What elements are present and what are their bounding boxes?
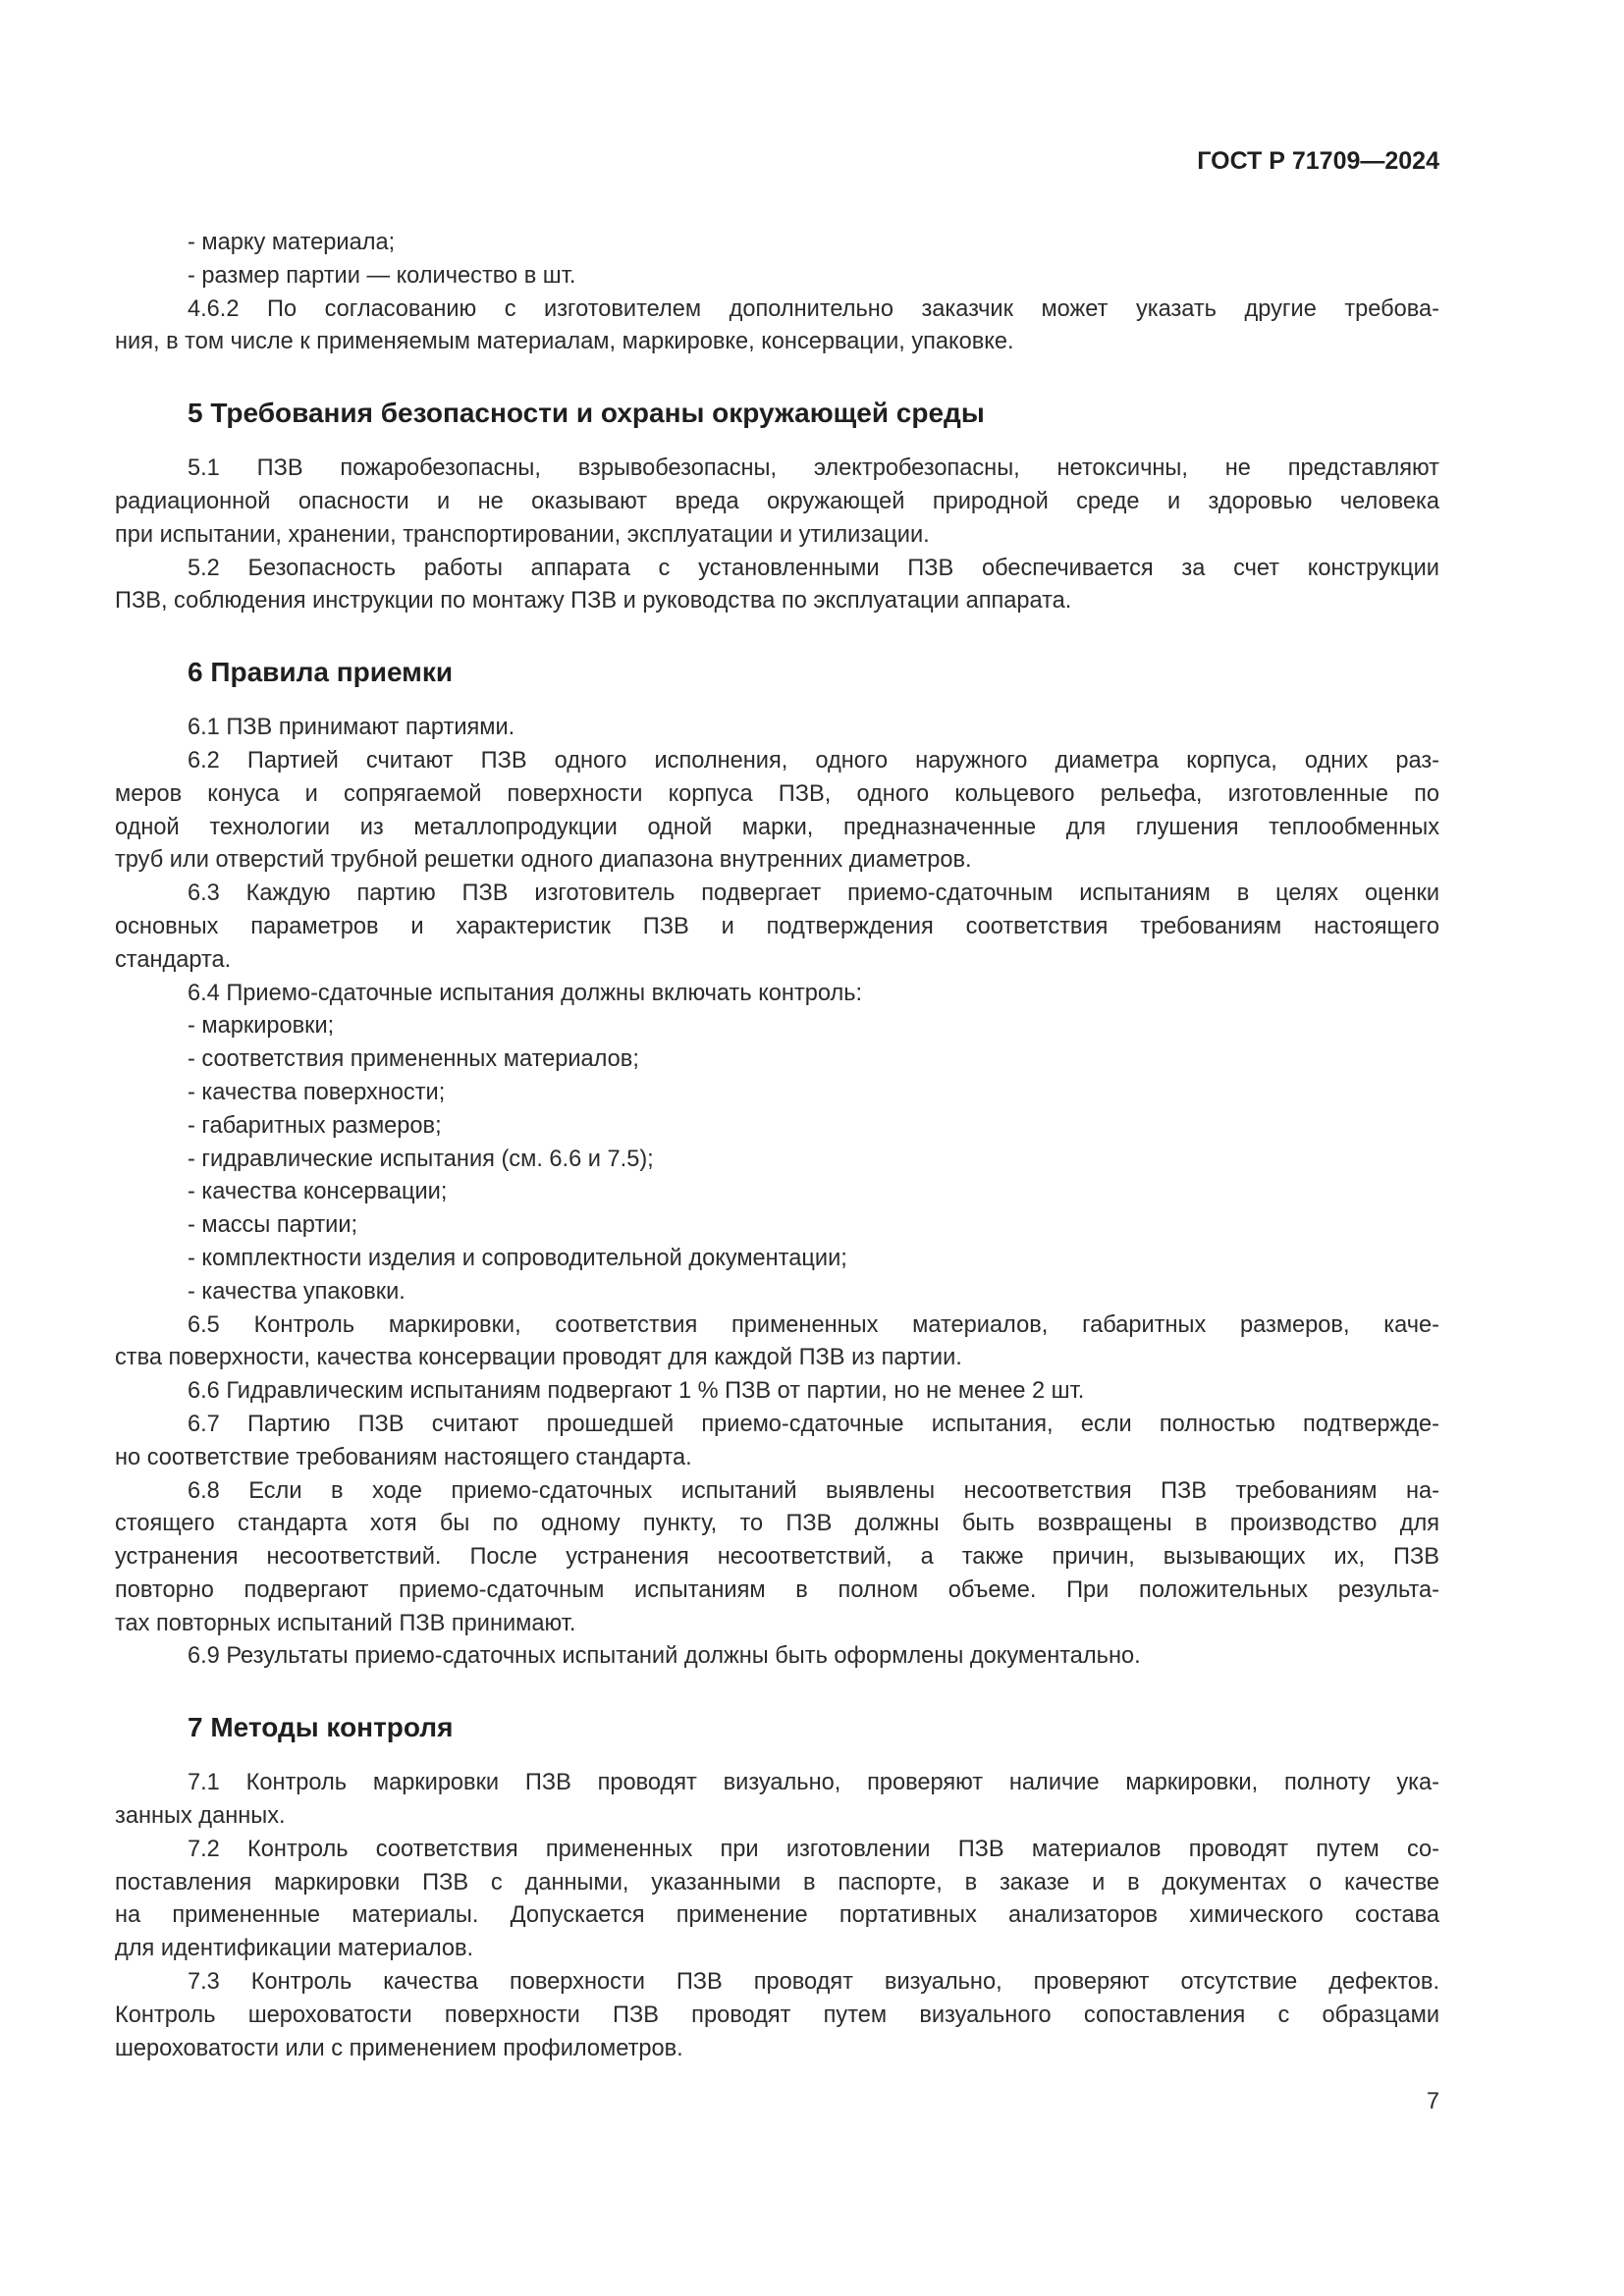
paragraph (115, 1475, 1439, 1641)
list-item (115, 260, 1439, 294)
text-line: меров конуса и сопрягаемой поверхности корпуса ПЗВ, одного кольцевого рельефа, изготовленные по (115, 780, 1439, 807)
text-line: при испытании, хранении, транспортировании, эксплуатации и утилизации. (115, 521, 930, 548)
text-line: 6.6 Гидравлическим испытаниям подвергают 1 % ПЗВ от партии, но не менее 2 шт. (188, 1378, 1085, 1405)
text-line: 5.2 Безопасность работы аппарата с установленными ПЗВ обеспечивается за счет конструкции (188, 555, 1439, 581)
text-line: на примененные материалы. Допускается применение портативных анализаторов химического состава (115, 1902, 1439, 1929)
list-item (115, 1209, 1439, 1243)
text-line: 6.8 Если в ходе приемо-сдаточных испытаний выявлены несоответствия ПЗВ требованиям на- (188, 1477, 1439, 1504)
text-line: Контроль шероховатости поверхности ПЗВ проводят путем визуального сопоставления с образцами (115, 2002, 1439, 2028)
text-line: - комплектности изделия и сопроводительной документации; (188, 1245, 847, 1271)
text-line: стандарта. (115, 946, 232, 973)
page-number: 7 (1426, 2089, 1439, 2114)
text-line: - гидравлические испытания (см. 6.6 и 7.5); (188, 1146, 654, 1172)
text-line: 6.9 Результаты приемо-сдаточных испытаний должны быть оформлены документально. (188, 1643, 1141, 1670)
section-heading: 7 Методы контроля (188, 1712, 454, 1743)
paragraph (115, 1966, 1439, 2065)
text-line: стоящего стандарта хотя бы по одному пункту, то ПЗВ должны быть возвращены в производство для (115, 1511, 1439, 1537)
text-line: 6.4 Приемо-сдаточные испытания должны включать контроль: (188, 980, 863, 1006)
paragraph (115, 1767, 1439, 1834)
text-line: поставления маркировки ПЗВ с данными, указанными в паспорте, в заказе и в документах о качестве (115, 1869, 1439, 1896)
list-item (115, 1176, 1439, 1209)
text-line: - качества консервации; (188, 1179, 448, 1205)
text-line: для идентификации материалов. (115, 1936, 474, 1962)
text-line: ПЗВ, соблюдения инструкции по монтажу ПЗВ и руководства по эксплуатации аппарата. (115, 588, 1072, 614)
list-item (115, 1110, 1439, 1144)
section-heading: 6 Правила приемки (188, 657, 454, 688)
text-line: ства поверхности, качества консервации проводят для каждой ПЗВ из партии. (115, 1345, 962, 1371)
paragraph (115, 1834, 1439, 1966)
text-line: шероховатости или с применением профилометров. (115, 2035, 683, 2061)
text-line: 4.6.2 По согласованию с изготовителем дополнительно заказчик может указать другие требова- (188, 295, 1439, 322)
paragraph (115, 1409, 1439, 1475)
text-line: 6.2 Партией считают ПЗВ одного исполнения, одного наружного диаметра корпуса, одних раз- (188, 747, 1439, 774)
text-line: 7.3 Контроль качества поверхности ПЗВ проводят визуально, проверяют отсутствие дефектов. (188, 1969, 1439, 1996)
list-item (115, 1276, 1439, 1309)
text-line: - размер партии — количество в шт. (188, 262, 576, 289)
list-item (115, 1243, 1439, 1276)
text-line: устранения несоответствий. После устранения несоответствий, а также причин, вызывающих их, ПЗВ (115, 1544, 1439, 1571)
text-line: 5.1 ПЗВ пожаробезопасны, взрывобезопасны, электробезопасны, нетоксичны, не представляют (188, 455, 1439, 482)
text-line: но соответствие требованиям настоящего стандарта. (115, 1444, 692, 1470)
text-line: - габаритных размеров; (188, 1112, 442, 1139)
text-line: 6.3 Каждую партию ПЗВ изготовитель подвергает приемо-сдаточным испытаниям в целях оценки (188, 881, 1439, 907)
text-line: 6.1 ПЗВ принимают партиями. (188, 715, 515, 741)
text-line: одной технологии из металлопродукции одной марки, предназначенные для глушения теплообменных (115, 814, 1439, 840)
paragraph (115, 553, 1439, 619)
text-line: тах повторных испытаний ПЗВ принимают. (115, 1610, 576, 1636)
text-line: 6.7 Партию ПЗВ считают прошедшей приемо-сдаточные испытания, если полностью подтвержде- (188, 1411, 1439, 1437)
text-line: занных данных. (115, 1803, 286, 1830)
paragraph (115, 1309, 1439, 1376)
list-item (115, 1144, 1439, 1177)
paragraph (115, 453, 1439, 552)
text-line: повторно подвергают приемо-сдаточным испытаниям в полном объеме. При положительных результа- (115, 1576, 1439, 1603)
document-designation: ГОСТ Р 71709—2024 (1197, 147, 1439, 175)
text-line: ния, в том числе к применяемым материалам, маркировке, консервации, упаковке. (115, 329, 1014, 355)
paragraph (115, 712, 1439, 745)
list-item (115, 1077, 1439, 1110)
text-line: труб или отверстий трубной решетки одного диапазона внутренних диаметров. (115, 847, 972, 874)
paragraph (115, 1640, 1439, 1674)
text-line: - маркировки; (188, 1013, 335, 1040)
text-line: - соответствия примененных материалов; (188, 1046, 639, 1073)
text-line: - качества поверхности; (188, 1079, 446, 1105)
text-line: 7.2 Контроль соответствия примененных при изготовлении ПЗВ материалов проводят путем со- (188, 1836, 1439, 1862)
list-item (115, 1010, 1439, 1043)
document-body (115, 227, 1439, 2065)
text-line: - марку материала; (188, 230, 396, 255)
paragraph (115, 745, 1439, 878)
text-line: основных параметров и характеристик ПЗВ и подтверждения соответствия требованиям настоящего (115, 913, 1439, 939)
text-line: радиационной опасности и не оказывают вреда окружающей природной среде и здоровью человека (115, 488, 1439, 514)
text-line: 6.5 Контроль маркировки, соответствия примененных материалов, габаритных размеров, каче- (188, 1311, 1439, 1338)
paragraph (115, 294, 1439, 360)
text-line: 7.1 Контроль маркировки ПЗВ проводят визуально, проверяют наличие маркировки, полноту ука- (188, 1770, 1439, 1796)
paragraph (115, 1375, 1439, 1409)
text-line: - качества упаковки. (188, 1278, 406, 1305)
list-item (115, 1043, 1439, 1077)
text-line: - массы партии; (188, 1212, 358, 1239)
paragraph (115, 878, 1439, 977)
paragraph (115, 978, 1439, 1011)
list-item (115, 227, 1439, 260)
section-heading: 5 Требования безопасности и охраны окружающей среды (188, 398, 985, 429)
